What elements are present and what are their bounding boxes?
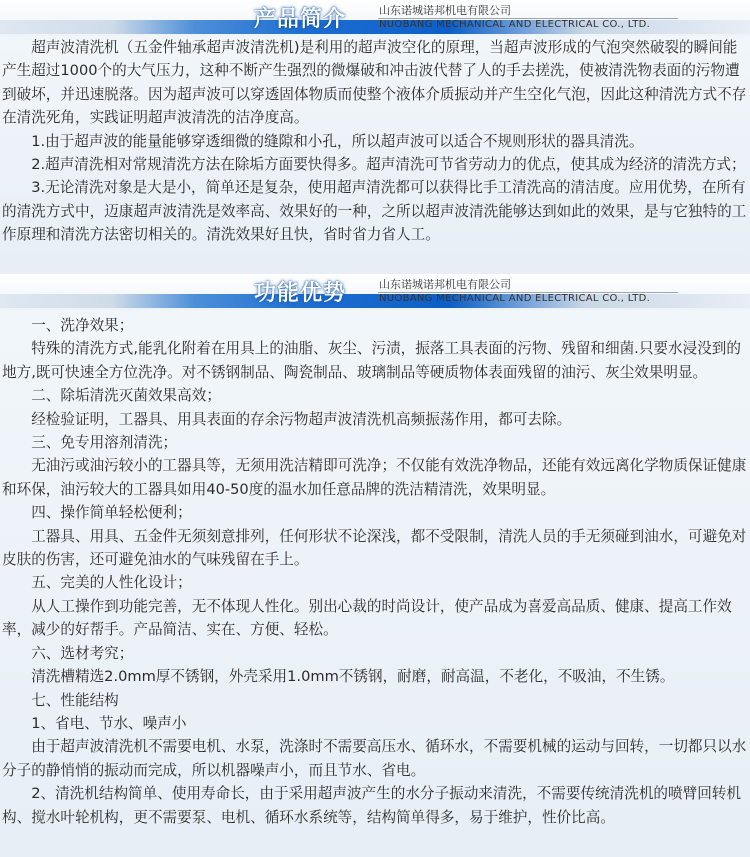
paragraph: 超声波清洗机（五金件轴承超声波清洗机)是利用的超声波空化的原理，当超声波形成的气泡突然破裂的瞬间能产生超过1000个的大气压力，这种不断产生强烈的微爆破和冲击波代替了人的手去搓洗，使被清洗物表面的污物遭到破坏，并迅速脱落。因为超声波可以穿透固体物质而使整个液体介质振动并产生空化气泡，因此这种清洗方式不存在清洗死角，实践证明超声波清洗的洁净度高。 — [2, 39, 747, 127]
list-heading: 七、性能结构 — [2, 691, 119, 709]
product-intro-panel — [0, 34, 750, 274]
paragraph: 从人工操作到功能完善，无不体现人性化。别出心裁的时尚设计，使产品成为喜爱高品质、健康、提高工作效率，减少的好帮手。产品简洁、实在、方便、轻松。 — [2, 597, 732, 639]
paragraph: 2、清洗机结构简单、使用寿命长，由于采用超声波产生的水分子振动来清洗，不需要传统清洗机的喷臂回转机构、搅水叶轮机构，更不需要泵、电机、循环水系统等，结构简单得多，易于维护，性价比高。 — [2, 785, 741, 826]
list-subheading: 1、省电、节水、噪声小 — [2, 714, 187, 732]
paragraph: 3.无论清洗对象是大是小，简单还是复杂，使用超声清洗都可以获得比手工清洗高的清洁度。应用优势，在所有的清洗方式中，迈康超声波清洗是效率高、效果好的一种，之所以超声波清洗能够达到如此的效果，是与它独特的工作原理和清洗方法密切相关的。清洗效果好且快，省时省力省人工。 — [2, 179, 747, 244]
paragraph: 由于超声波清洗机不需要电机、水泵，洗涤时不需要高压水、循环水，不需要机械的运动与回转，一切都只以水分子的静悄悄的振动而完成，所以机器噪声小，而且节水、省电。 — [2, 738, 747, 779]
paragraph: 清洗槽精选2.0mm厚不锈钢，外壳采用1.0mm不锈钢，耐磨，耐高温，不老化，不吸油，不生锈。 — [2, 668, 675, 686]
list-heading: 六、选材考究； — [2, 644, 134, 662]
section-title: 功能优势 — [254, 281, 347, 306]
section-title: 产品简介 — [254, 7, 347, 32]
features-panel — [0, 308, 750, 857]
paragraph: 特殊的清洗方式,能乳化附着在用具上的油脂、灰尘、污渍，振落工具表面的污物、残留和细菌.只要水浸没到的地方,既可快速全方位洗净。对不锈钢制品、陶瓷制品、玻璃制品等硬质物体表面残留的油污、灰尘效果明显。 — [2, 340, 741, 381]
paragraph: 经检验证明，工器具、用具表面的存余污物超声波清洗机高频振荡作用，都可去除。 — [2, 410, 572, 428]
company-name-en: NUOBANG MECHANICAL AND ELECTRICAL CO., LTD. — [379, 19, 651, 30]
paragraph: 2.超声清洗相对常规清洗方法在除垢方面要快得多。超声清洗可节省劳动力的优点，使其成为经济的清洗方式； — [2, 156, 746, 174]
section-header-features — [0, 274, 750, 310]
features-body — [2, 314, 748, 829]
paragraph: 无油污或油污较小的工器具等，无须用洗洁精即可洗净；不仅能有效洗净物品，还能有效远离化学物质保证健康和环保，油污较大的工器具如用40-50度的温水加任意品牌的洗洁精清洗，效果明显。 — [2, 457, 747, 498]
list-heading: 一、洗净效果； — [2, 317, 134, 334]
section-header-intro — [0, 0, 750, 36]
product-intro-body — [2, 36, 748, 247]
list-heading: 四、操作简单轻松便利； — [2, 504, 192, 522]
list-heading: 三、免专用溶剂清洗； — [2, 434, 178, 452]
list-heading: 五、完美的人性化设计； — [2, 574, 192, 592]
company-name-en: NUOBANG MECHANICAL AND ELECTRICAL CO., LTD. — [379, 293, 651, 304]
list-heading: 二、除垢清洗灭菌效果高效； — [2, 387, 221, 405]
company-name-cn: 山东诺城诺邦机电有限公司 — [379, 278, 511, 291]
company-name-cn: 山东诺城诺邦机电有限公司 — [379, 4, 511, 17]
paragraph: 1.由于超声波的能量能够穿透细微的缝隙和小孔，所以超声波可以适合不规则形状的器具清洗。 — [2, 132, 644, 150]
paragraph: 工器具、用具、五金件无须刻意排列，任何形状不论深浅，都不受限制，清洗人员的手无须碰到油水，可避免对皮肤的伤害，还可避免油水的气味残留在手上。 — [2, 527, 747, 569]
